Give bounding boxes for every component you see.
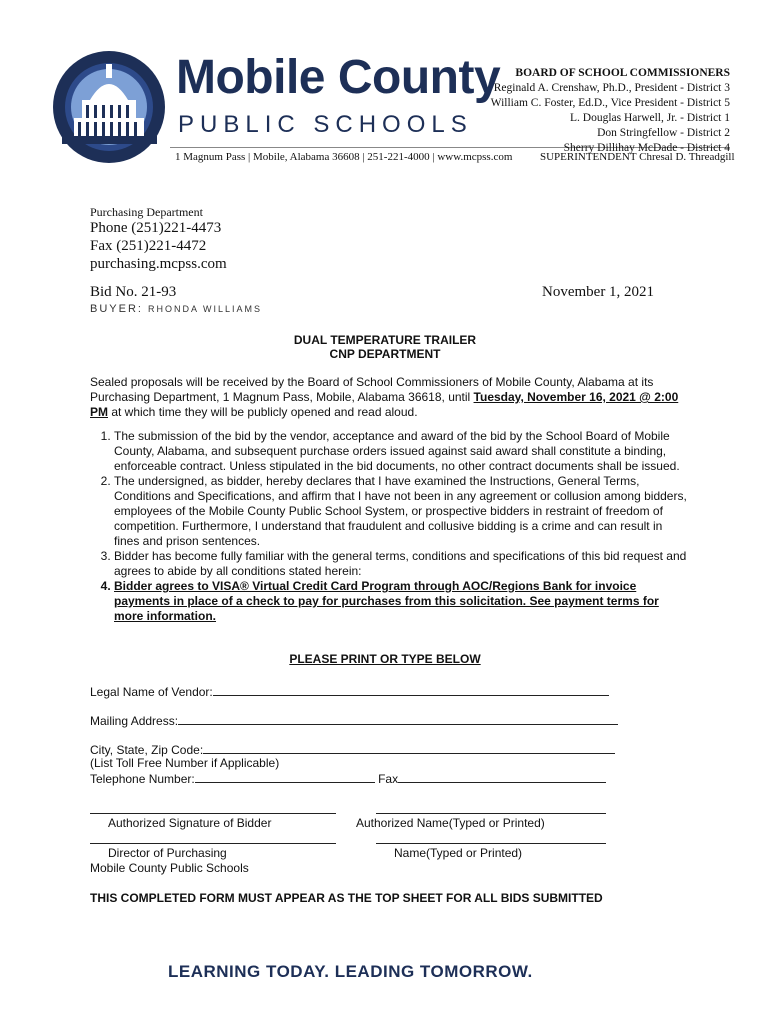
terms-list xyxy=(90,429,690,624)
intro-text: Sealed proposals will be received by the Board of School Commissioners of Mobile County, Alabama at its Purchasing Department, 1 Magnum Pass, Mobile, Alabama 36618, until xyxy=(90,375,654,404)
capitol-dome-seal-icon xyxy=(52,50,167,165)
contact-line: 1 Magnum Pass | Mobile, Alabama 36608 | 251-221-4000 | www.mcpss.com xyxy=(175,151,513,163)
fax-label: Fax xyxy=(378,772,399,786)
doc-title-line2: CNP DEPARTMENT xyxy=(329,347,441,361)
term-item: 1. The submission of the bid by the vendor, acceptance and award of the bid by the School Board of Mobile County, Alabama, and subsequent purchase orders issued against said award shall constitute a binding, enforceable contract. Unless stipulated in the bid documents, no other contract documents shall be issued. xyxy=(114,429,690,474)
name-typed-label: Name(Typed or Printed) xyxy=(394,846,523,860)
department-name: Purchasing Department xyxy=(90,205,203,219)
bid-number: Bid No. 21-93 xyxy=(90,284,177,300)
intro-paragraph xyxy=(90,375,690,420)
superintendent: SUPERINTENDENT Chresal D. Threadgill xyxy=(540,151,735,163)
auth-signature-line[interactable] xyxy=(90,813,336,814)
board-member: Sherry Dillihay McDade - District 4 xyxy=(563,142,730,154)
doc-title-line1: DUAL TEMPERATURE TRAILER xyxy=(293,333,477,347)
term-item: 3. Bidder has become fully familiar with the general terms, conditions and specifications of this bid request and agrees to abide by all conditions stated herein: xyxy=(114,549,690,579)
phone-number: Phone (251)221-4473 xyxy=(90,220,222,236)
buyer-name: RHONDA WILLIAMS xyxy=(148,304,263,314)
telephone-label: Telephone Number: xyxy=(90,772,195,786)
director-label: Director of Purchasing xyxy=(108,846,227,860)
legal-name-field[interactable] xyxy=(213,684,609,696)
toll-free-note: (List Toll Free Number if Applicable) xyxy=(90,756,280,770)
fax-number: Fax (251)221-4472 xyxy=(90,238,207,254)
city-label: City, State, Zip Code: xyxy=(90,743,204,757)
buyer xyxy=(90,303,262,315)
intro-text-end: at which time they will be publicly opened and read aloud. xyxy=(108,405,418,419)
brand-subtitle: PUBLIC SCHOOLS xyxy=(178,111,473,138)
deadline: Tuesday, November 16, 2021 @ 2:00 PM xyxy=(90,390,679,419)
mailing-field[interactable] xyxy=(178,713,618,725)
name-typed-line[interactable] xyxy=(376,843,606,844)
website-link[interactable]: purchasing.mcpss.com xyxy=(90,256,227,272)
form-heading xyxy=(0,652,770,666)
department-contact xyxy=(90,219,227,273)
term-item-payment: 4. Bidder agrees to VISA® Virtual Credit Card Program through AOC/Regions Bank for invoice payments in place of a check to pay for purchases from this solicitation. See payment terms for more information. xyxy=(114,579,690,624)
board-member: Don Stringfellow - District 2 xyxy=(597,127,730,139)
bid-date: November 1, 2021 xyxy=(542,284,655,300)
board-member: Reginald A. Crenshaw, Ph.D., President - District 3 xyxy=(493,82,730,94)
board-member: L. Douglas Harwell, Jr. - District 1 xyxy=(569,112,730,124)
top-sheet-notice: THIS COMPLETED FORM MUST APPEAR AS THE TOP SHEET FOR ALL BIDS SUBMITTED xyxy=(90,891,603,905)
buyer-label: BUYER: xyxy=(90,303,143,315)
fax-field[interactable] xyxy=(398,771,606,783)
auth-signature-label: Authorized Signature of Bidder xyxy=(108,816,272,830)
doc-title xyxy=(0,333,770,361)
district-label: Mobile County Public Schools xyxy=(90,861,249,875)
mailing-label: Mailing Address: xyxy=(90,714,179,728)
form-heading-text: PLEASE PRINT OR TYPE BELOW xyxy=(289,652,481,666)
telephone-row xyxy=(90,771,690,787)
city-field[interactable] xyxy=(203,742,615,754)
auth-name-line[interactable] xyxy=(376,813,606,814)
mailing-row xyxy=(90,713,690,729)
term-item: 2. The undersigned, as bidder, hereby declares that I have examined the Instructions, General Terms, Conditions and Specifications, and affirm that I have not been in any agreement or collusion among bidders, employees of the Mobile County Public School System, or prospective bidders in restraint of freedom of competition. Furthermore, I understand that fraudulent and collusive bidding is a crime and can result in fines and prison sentences. xyxy=(114,474,690,549)
board-member: William C. Foster, Ed.D., Vice President - District 5 xyxy=(490,97,730,109)
board-list xyxy=(491,66,730,156)
brand-title: Mobile County xyxy=(176,51,501,104)
auth-name-label: Authorized Name(Typed or Printed) xyxy=(356,816,545,830)
legal-name-label: Legal Name of Vendor: xyxy=(90,685,213,699)
footer-slogan: LEARNING TODAY. LEADING TOMORROW. xyxy=(168,962,533,981)
board-heading: BOARD OF SCHOOL COMMISSIONERS xyxy=(515,67,730,79)
legal-name-row xyxy=(90,684,690,700)
director-line xyxy=(90,843,336,844)
telephone-field[interactable] xyxy=(195,771,375,783)
